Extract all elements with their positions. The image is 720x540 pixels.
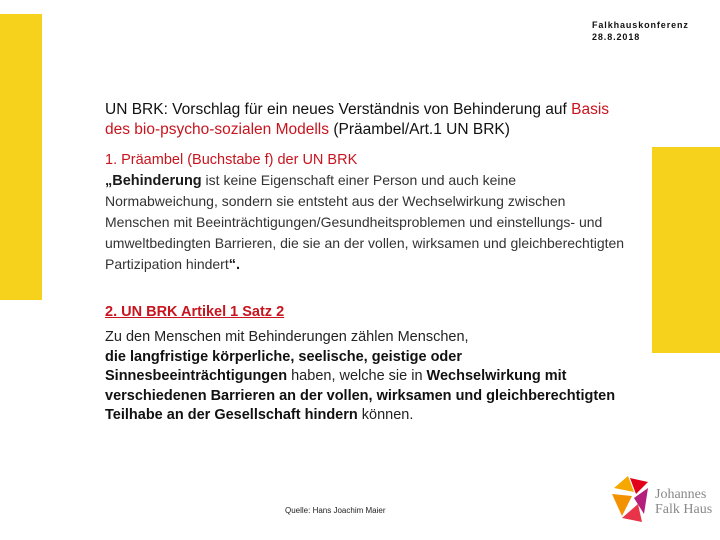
- yellow-accent-bar-right: [652, 147, 720, 353]
- conference-header: [592, 19, 689, 43]
- conference-date: 28.8.2018: [592, 32, 641, 42]
- slide-title: [105, 100, 625, 140]
- yellow-accent-bar-left: [0, 14, 42, 300]
- logo-line-2: Falk Haus: [655, 502, 713, 517]
- section-2-bold-1: die langfristige körperliche, seelische, geistige oder Sinnesbeeinträchtigungen: [105, 348, 462, 385]
- section-2-text-2: können.: [357, 407, 414, 424]
- quote-open: „Behinderung: [105, 173, 202, 189]
- conference-name: Falkhauskonferenz: [592, 20, 689, 30]
- quote-text: ist keine Eigenschaft einer Person und auch keine Normabweichung, sondern sie entsteht aus der Wechselwirkung zwischen Menschen mit Beeinträchtigungen/Gesundheitsproblemen und einstellungs- und umweltbedingten Barrieren, die sie an der vollen, wirksamen und gleichberechtigten Partizipation hindert: [105, 172, 625, 272]
- logo-wordmark: [655, 487, 712, 517]
- logo-line-1: Johannes: [655, 487, 707, 502]
- quote-close: “.: [228, 257, 241, 273]
- section-1-body: [105, 170, 625, 275]
- title-part-2: (Präambel/Art.1 UN BRK): [329, 121, 510, 138]
- slide-content: [105, 100, 625, 426]
- title-highlight: Basis des bio-psycho-sozialen Modells: [105, 101, 610, 138]
- title-part-1: UN BRK: Vorschlag für ein neues Verständnis von Behinderung auf: [105, 101, 572, 118]
- section-2-body: [105, 328, 625, 426]
- section-2-heading: 2. UN BRK Artikel 1 Satz 2: [105, 304, 285, 320]
- section-2-intro: Zu den Menschen mit Behinderungen zählen Menschen,: [105, 329, 469, 345]
- source-note: Quelle: Hans Joachim Maier: [285, 506, 386, 515]
- section-2-text-1: haben, welche sie in: [287, 368, 427, 385]
- section-preamble: [105, 150, 625, 275]
- section-1-heading: 1. Präambel (Buchstabe f) der UN BRK: [105, 152, 358, 168]
- section-2-bold-2: Wechselwirkung mit verschiedenen Barrieren an der vollen, wirksamen und gleichberechtigten Teilhabe an der Gesellschaft hindern: [105, 368, 616, 424]
